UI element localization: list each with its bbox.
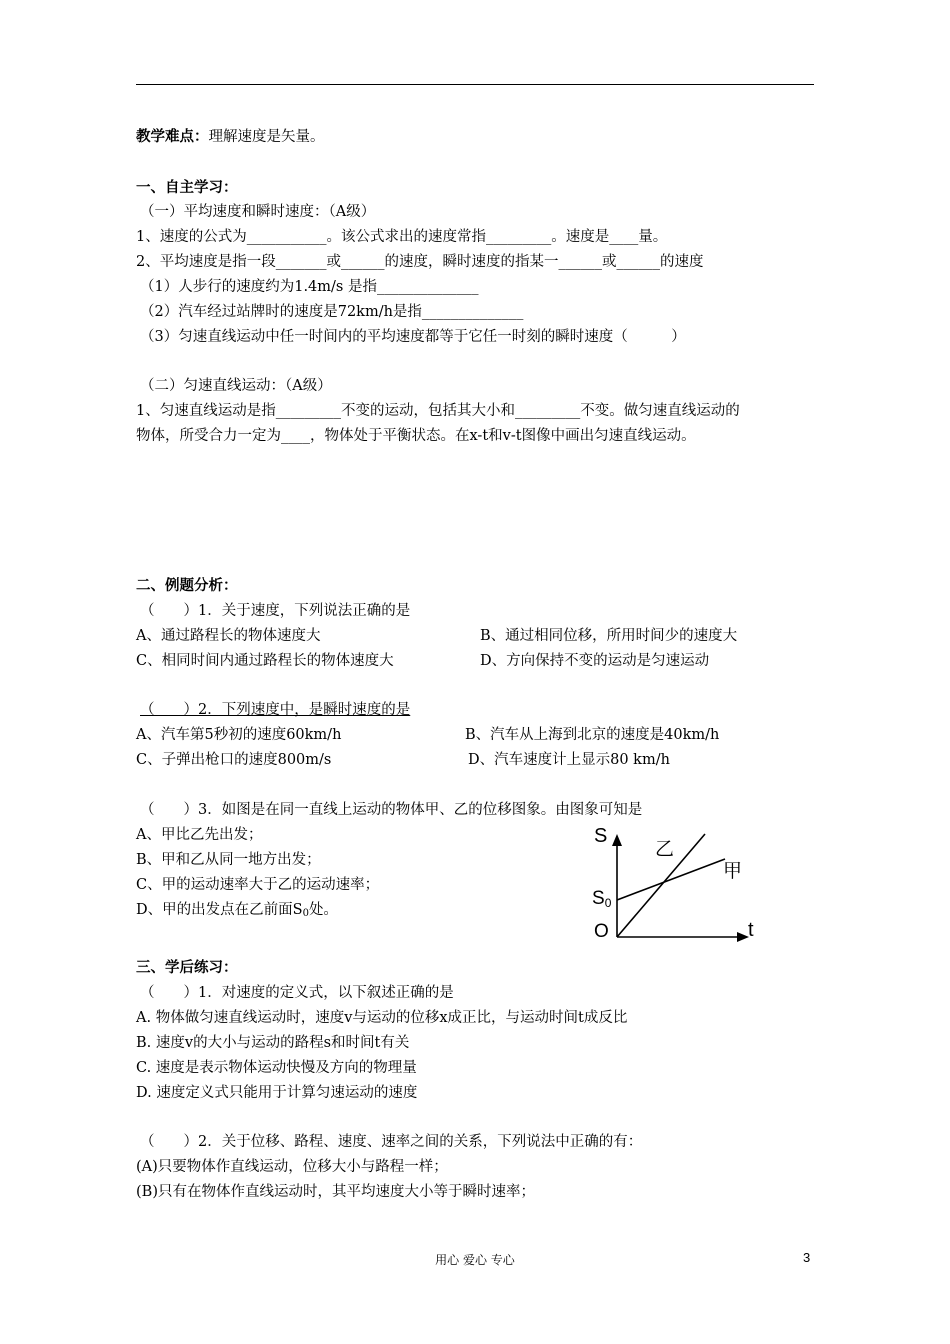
example2-option-a: A、汽车第5秒初的速度60km/h <box>136 727 342 743</box>
line-jia <box>617 859 725 900</box>
example1-question: （ ）1．关于速度，下列说法正确的是 <box>140 603 411 619</box>
example3-option-d: D、甲的出发点在乙前面$S_0$处。 <box>136 902 338 919</box>
example3-question: （ ）3．如图是在同一直线上运动的物体甲、乙的位移图象。由图象可知是 <box>140 802 643 818</box>
page-number: 3 <box>803 1250 811 1265</box>
s1-q2b: （2）汽车经过站牌时的速度是72km/h是指______________ <box>140 304 524 320</box>
s1-q2c: （3）匀速直线运动中任一时间内的平均速度都等于它任一时刻的瞬时速度（ ） <box>140 329 686 345</box>
difficulty-label: 教学难点： <box>136 129 209 145</box>
s0-label: S0 <box>592 888 612 910</box>
example3-option-a: A、甲比乙先出发； <box>136 827 263 843</box>
difficulty-line <box>136 127 325 147</box>
section1-sub1: （一）平均速度和瞬时速度：（A级） <box>140 204 376 220</box>
yi-label: 乙 <box>655 838 675 860</box>
origin-label: O <box>594 921 609 942</box>
s1-q1: 1、速度的公式为___________。该公式求出的速度常指_________。速度是____量。 <box>136 229 668 245</box>
t-axis-label: t <box>748 919 754 941</box>
s-axis-label: S <box>594 825 608 847</box>
practice2-option-b: (B)只有在物体作直线运动时，其平均速度大小等于瞬时速率； <box>136 1184 535 1200</box>
example1-option-a: A、通过路程长的物体速度大 <box>136 628 321 644</box>
practice1-option-c: C. 速度是表示物体运动快慢及方向的物理量 <box>136 1060 417 1076</box>
s1-q3b: 物体，所受合力一定为____，物体处于平衡状态。在x-t和v-t图像中画出匀速直线运动。 <box>136 428 696 444</box>
header-rule <box>136 84 814 85</box>
example3-option-c: C、甲的运动速率大于乙的运动速率； <box>136 877 380 893</box>
practice1-option-b: B. 速度v的大小与运动的路程s和时间t有关 <box>136 1035 410 1051</box>
section1-title: 一、自主学习： <box>136 180 238 196</box>
practice1-question: （ ）1．对速度的定义式，以下叙述正确的是 <box>140 985 454 1001</box>
section3-title: 三、学后练习： <box>136 960 238 976</box>
s1-q3a: 1、匀速直线运动是指_________不变的运动，包括其大小和_________不变。做匀速直线运动的 <box>136 403 740 419</box>
example1-option-c: C、相同时间内通过路程长的物体速度大 <box>136 653 394 669</box>
practice1-option-a: A. 物体做匀速直线运动时，速度v与运动的位移x成正比，与运动时间t成反比 <box>136 1010 628 1026</box>
example2-option-d: D、汽车速度计上显示80 km/h <box>468 752 670 768</box>
displacement-time-graph <box>585 820 775 950</box>
example1-option-b: B、通过相同位移，所用时间少的速度大 <box>480 628 738 644</box>
practice1-option-d: D. 速度定义式只能用于计算匀速运动的速度 <box>136 1085 418 1101</box>
practice2-question: （ ）2．关于位移、路程、速度、速率之间的关系，下列说法中正确的有： <box>140 1134 643 1150</box>
s1-q2a: （1）人步行的速度约为1.4m/s 是指______________ <box>140 279 479 295</box>
jia-label: 甲 <box>723 860 743 882</box>
example2-option-b: B、汽车从上海到北京的速度是40km/h <box>465 727 720 743</box>
practice2-option-a: (A)只要物体作直线运动，位移大小与路程一样； <box>136 1159 448 1175</box>
s1-q2: 2、平均速度是指一段_______或______的速度，瞬时速度的指某一______或______的速度 <box>136 254 704 270</box>
example2-question: （ ）2．下列速度中，是瞬时速度的是 <box>140 702 411 718</box>
example3-option-b: B、甲和乙从同一地方出发； <box>136 852 321 868</box>
section2-title: 二、例题分析： <box>136 578 238 594</box>
page-footer: 用心 爱心 专心 <box>435 1253 515 1267</box>
example1-option-d: D、方向保持不变的运动是匀速运动 <box>480 653 710 669</box>
s-axis-arrow <box>612 834 622 846</box>
section1-sub2: （二）匀速直线运动：（A级） <box>140 378 332 394</box>
example2-option-c: C、子弹出枪口的速度800m/s <box>136 752 332 768</box>
difficulty-text: 理解速度是矢量。 <box>208 129 325 145</box>
